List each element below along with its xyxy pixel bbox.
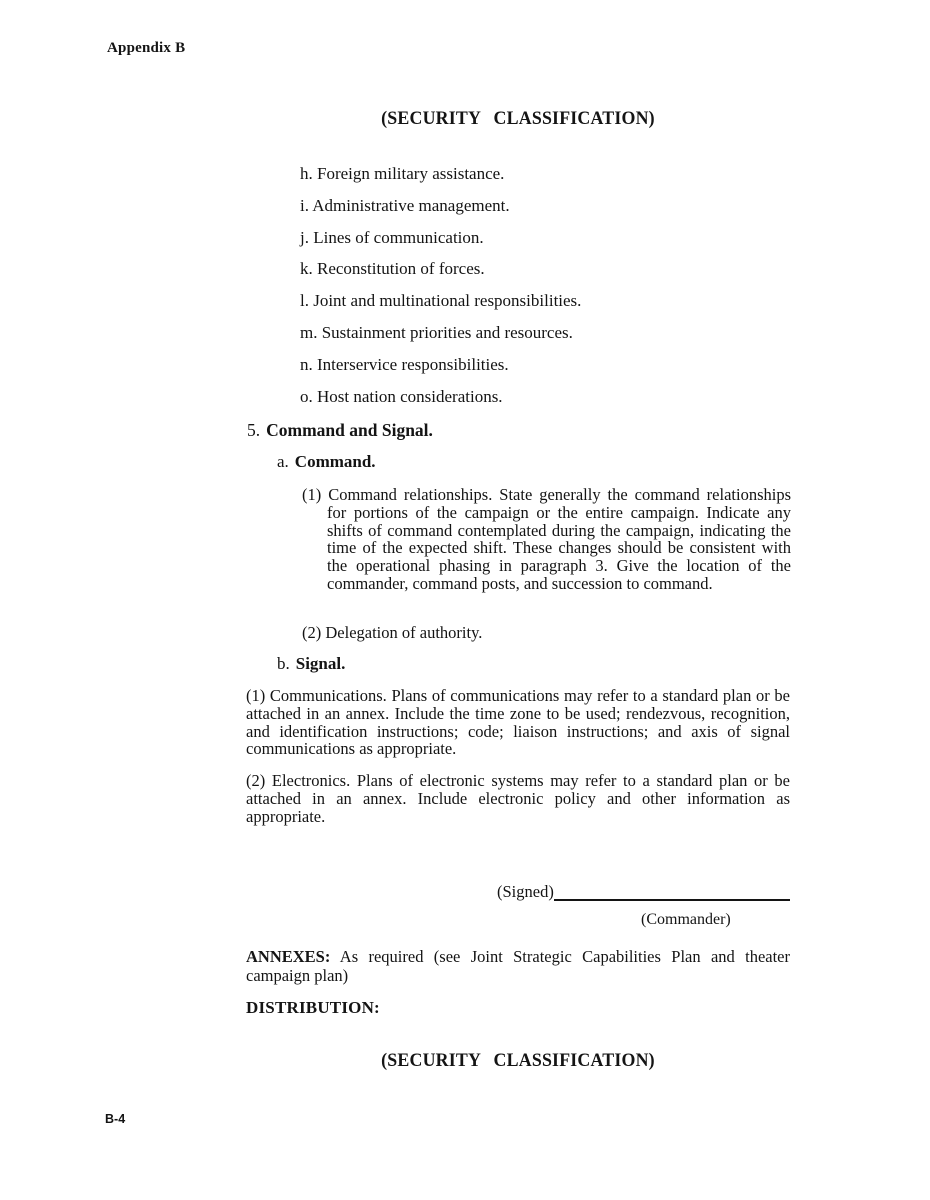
section-5-heading: [247, 420, 433, 441]
annexes-paragraph: [246, 948, 790, 985]
list-item-k: k. Reconstitution of forces.: [300, 259, 485, 279]
communications-paragraph: (1) Communications. Plans of communications may refer to a standard plan or be attached in an annex. Include the time zone to be used; rendezvous, recognition, and identification instructions; code; liaison instructions; and axis of signal communications as appropriate.: [246, 686, 790, 759]
annexes-text: As required (see Joint Strategic Capabilities Plan and theater campaign plan): [246, 947, 790, 985]
signed-label: (Signed): [497, 882, 554, 901]
list-item-j: j. Lines of communication.: [300, 227, 484, 247]
list-item-m: m. Sustainment priorities and resources.: [300, 322, 573, 342]
subsection-a-heading: [277, 452, 376, 472]
subsection-b-title: Signal.: [295, 654, 346, 673]
list-item-i: i. Administrative management.: [300, 195, 510, 215]
list-item-n: n. Interservice responsibilities.: [300, 354, 509, 374]
list-item-o: o. Host nation considerations.: [300, 386, 503, 406]
subsection-a-label: a.: [277, 452, 289, 471]
signature-block: [497, 882, 790, 902]
signature-line: [554, 883, 790, 901]
command-relationships-paragraph: (1) Command relationships. State generally the command relationships for portions of the campaign or the entire campaign. Indicate any shifts of command contemplated during the campaign, indicating the time of the expected shift. These changes should be consistent with the operational phasing in paragraph 3. Give the location of the commander, command posts, and succession to command.: [302, 485, 791, 593]
security-classification-header: (SECURITY CLASSIFICATION): [381, 108, 655, 129]
security-classification-footer: (SECURITY CLASSIFICATION): [381, 1050, 655, 1071]
distribution-label: DISTRIBUTION:: [246, 998, 380, 1017]
appendix-label: Appendix B: [107, 40, 186, 56]
subsection-a-title: Command.: [294, 452, 376, 471]
section-5-number: 5.: [247, 420, 261, 440]
commander-label: (Commander): [641, 911, 731, 928]
subsection-b-label: b.: [277, 654, 290, 673]
subsection-b-heading: [277, 654, 345, 674]
list-item-h: h. Foreign military assistance.: [300, 164, 505, 183]
list-item-l: l. Joint and multinational responsibilities.: [300, 291, 582, 311]
annexes-label: ANNEXES:: [246, 947, 331, 966]
lettered-list: [300, 158, 720, 412]
electronics-paragraph: (2) Electronics. Plans of electronic systems may refer to a standard plan or be attached in an annex. Include electronic policy and other information as appropriate.: [246, 771, 790, 826]
section-5-title: Command and Signal.: [266, 420, 433, 440]
page-number: B-4: [105, 1112, 126, 1126]
delegation-of-authority-line: (2) Delegation of authority.: [302, 623, 483, 642]
